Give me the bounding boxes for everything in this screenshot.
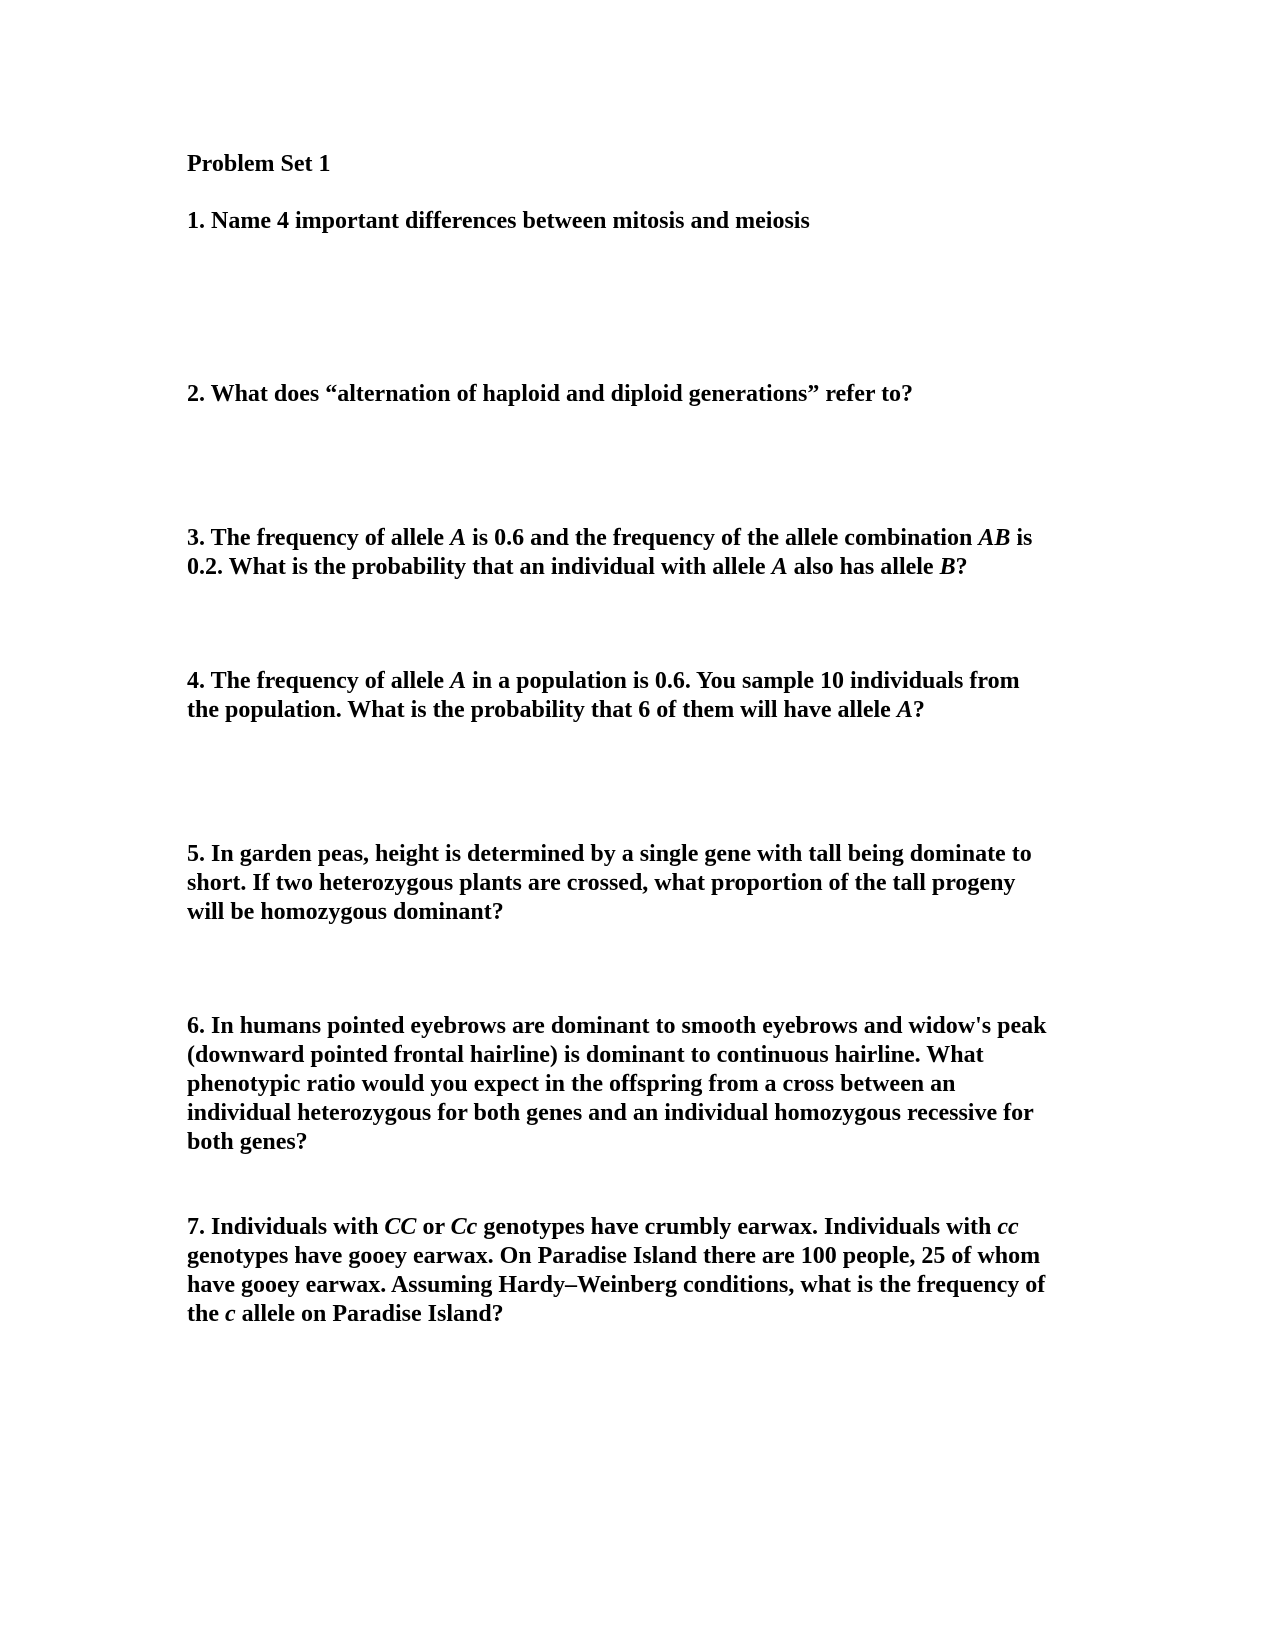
question-4 (187, 667, 1087, 725)
question-line (187, 1070, 1087, 1099)
question-line (187, 1213, 1087, 1242)
question-line (187, 1128, 1087, 1157)
question-3 (187, 524, 1087, 582)
text-run: genotypes have gooey earwax. On Paradise Island there are 100 people, 25 of whom (187, 1243, 1041, 1269)
italic-term: A (896, 697, 913, 723)
text-run: allele on Paradise Island? (235, 1301, 504, 1327)
question-line (187, 380, 1087, 409)
text-run: the population. What is the probability that 6 of them will have allele (187, 697, 897, 723)
text-run: 2. What does “alternation of haploid and diploid generations” refer to? (187, 381, 914, 407)
italic-term: A (771, 554, 788, 580)
question-line (187, 1041, 1087, 1070)
italic-term: A (450, 668, 467, 694)
italic-term: AB (978, 525, 1011, 551)
text-run: 4. The frequency of allele (187, 668, 451, 694)
question-line (187, 696, 1087, 725)
italic-term: cc (997, 1214, 1019, 1240)
text-run: is 0.6 and the frequency of the allele combination (466, 525, 979, 551)
text-run: short. If two heterozygous plants are crossed, what proportion of the tall progeny (187, 870, 1016, 896)
text-run: in a population is 0.6. You sample 10 individuals from (466, 668, 1020, 694)
question-line (187, 840, 1087, 869)
text-run: also has allele (787, 554, 940, 580)
question-line (187, 1099, 1087, 1128)
question-line (187, 1271, 1087, 1300)
text-run: both genes? (187, 1129, 308, 1155)
question-line (187, 553, 1087, 582)
text-run: will be homozygous dominant? (187, 899, 504, 925)
italic-term: c (225, 1301, 236, 1327)
question-7 (187, 1213, 1087, 1329)
italic-term: A (450, 525, 467, 551)
text-run: is (1010, 525, 1033, 551)
text-run: 3. The frequency of allele (187, 525, 451, 551)
text-run: or (416, 1214, 451, 1240)
question-2 (187, 380, 1087, 409)
text-run: ? (955, 554, 968, 580)
question-line (187, 667, 1087, 696)
question-line (187, 1242, 1087, 1271)
question-5 (187, 840, 1087, 927)
text-run: (downward pointed frontal hairline) is dominant to continuous hairline. What (187, 1042, 984, 1068)
text-run: 0.2. What is the probability that an individual with allele (187, 554, 772, 580)
text-run: individual heterozygous for both genes and an individual homozygous recessive for (187, 1100, 1034, 1126)
italic-term: CC (384, 1214, 417, 1240)
question-line (187, 869, 1087, 898)
italic-term: B (939, 554, 956, 580)
text-run: 6. In humans pointed eyebrows are dominant to smooth eyebrows and widow's peak (187, 1013, 1047, 1039)
text-run: 1. Name 4 important differences between mitosis and meiosis (187, 208, 810, 234)
text-run: 7. Individuals with (187, 1214, 385, 1240)
text-run: genotypes have crumbly earwax. Individuals with (477, 1214, 998, 1240)
question-line (187, 524, 1087, 553)
question-line (187, 898, 1087, 927)
page-title: Problem Set 1 (187, 151, 331, 177)
question-line (187, 1300, 1087, 1329)
text-run: ? (912, 697, 925, 723)
question-line (187, 1012, 1087, 1041)
italic-term: Cc (450, 1214, 478, 1240)
question-line (187, 207, 1087, 236)
text-run: have gooey earwax. Assuming Hardy–Weinberg conditions, what is the frequency of (187, 1272, 1046, 1298)
question-6 (187, 1012, 1087, 1157)
text-run: 5. In garden peas, height is determined by a single gene with tall being dominate to (187, 841, 1032, 867)
question-1 (187, 207, 1087, 236)
text-run: the (187, 1301, 225, 1327)
text-run: phenotypic ratio would you expect in the offspring from a cross between an (187, 1071, 956, 1097)
